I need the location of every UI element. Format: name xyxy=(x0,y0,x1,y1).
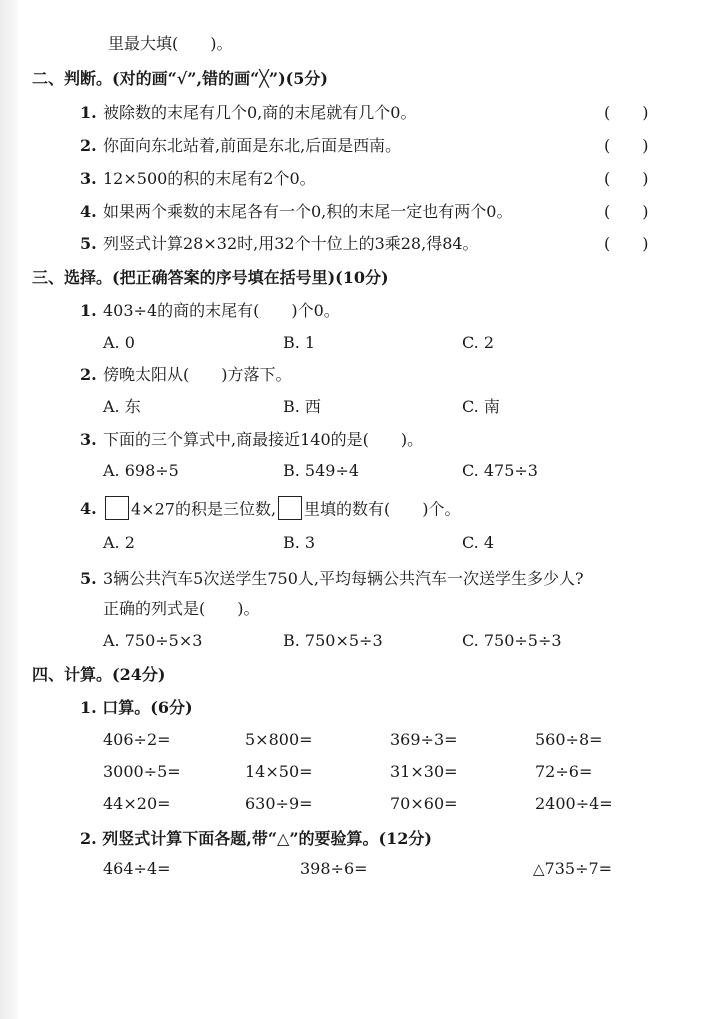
s2-item2-num: 2. xyxy=(80,136,97,155)
s3-q3-option-b[interactable]: B. 549÷4 xyxy=(283,461,360,480)
s3-q2-option-a[interactable]: A. 东 xyxy=(103,397,141,416)
section2-title: 二、判断。(对的画“√”,错的画“╳”)(5分) xyxy=(32,69,328,88)
s3-q4-option-c[interactable]: C. 4 xyxy=(462,533,495,552)
s3-q5-line1: 3辆公共汽车5次送学生750人,平均每辆公共汽车一次送学生多少人? xyxy=(103,569,584,588)
s3-q1-option-c[interactable]: C. 2 xyxy=(462,333,495,352)
s2-item4-answer-paren[interactable]: ( ) xyxy=(604,202,649,221)
s3-q3-option-c[interactable]: C. 475÷3 xyxy=(462,461,538,480)
s4-sub2-title: 2. 列竖式计算下面各题,带“△”的要验算。(12分) xyxy=(80,829,432,848)
oral-calc-item: 14×50= xyxy=(245,762,313,781)
s3-q5-option-a[interactable]: A. 750÷5×3 xyxy=(103,631,203,650)
s3-q2-option-c[interactable]: C. 南 xyxy=(462,397,500,416)
oral-calc-item: 369÷3= xyxy=(390,730,458,749)
s3-q1-option-a[interactable]: A. 0 xyxy=(103,333,135,352)
oral-calc-item: 406÷2= xyxy=(103,730,171,749)
s3-q3-option-a[interactable]: A. 698÷5 xyxy=(103,461,179,480)
s3-q2-option-b[interactable]: B. 西 xyxy=(283,397,321,416)
written-calc-item: 464÷4= xyxy=(103,859,171,878)
oral-calc-item: 2400÷4= xyxy=(535,794,613,813)
s3-q4-text-b: 里填的数有( )个。 xyxy=(304,499,461,519)
s2-item3-answer-paren[interactable]: ( ) xyxy=(604,169,649,188)
section4-title: 四、计算。(24分) xyxy=(32,665,166,684)
s2-item5-text: 列竖式计算28×32时,用32个十位上的3乘28,得84。 xyxy=(103,234,479,253)
s2-item3-text: 12×500的积的末尾有2个0。 xyxy=(103,169,316,188)
triangle-check-icon: △ xyxy=(533,860,545,878)
s3-q1-option-b[interactable]: B. 1 xyxy=(283,333,316,352)
oral-calc-item: 72÷6= xyxy=(535,762,593,781)
oral-calc-item: 560÷8= xyxy=(535,730,603,749)
s2-item3-num: 3. xyxy=(80,169,97,188)
s3-q4-text-a: 4×27的积是三位数, xyxy=(131,499,277,519)
s2-item2-text: 你面向东北站着,前面是东北,后面是西南。 xyxy=(103,136,402,155)
blank-box xyxy=(278,496,302,520)
s3-q5-line2: 正确的列式是( )。 xyxy=(103,599,260,618)
oral-calc-item: 44×20= xyxy=(103,794,171,813)
s3-q4-option-b[interactable]: B. 3 xyxy=(283,533,316,552)
s2-item4-num: 4. xyxy=(80,202,97,221)
oral-calc-item: 630÷9= xyxy=(245,794,313,813)
s2-item2-answer-paren[interactable]: ( ) xyxy=(604,136,649,155)
written-calc-item: 398÷6= xyxy=(300,859,368,878)
s2-item1-text: 被除数的末尾有几个0,商的末尾就有几个0。 xyxy=(103,103,417,122)
s2-item5-num: 5. xyxy=(80,234,97,253)
oral-calc-item: 31×30= xyxy=(390,762,458,781)
s3-q2-text: 傍晚太阳从( )方落下。 xyxy=(103,365,292,384)
s3-q3-num: 3. xyxy=(80,430,97,449)
s3-q1-text: 403÷4的商的末尾有( )个0。 xyxy=(103,301,340,320)
s3-q1-num: 1. xyxy=(80,301,97,320)
s2-item1-num: 1. xyxy=(80,103,97,122)
s2-item5-answer-paren[interactable]: ( ) xyxy=(604,234,649,253)
oral-calc-item: 3000÷5= xyxy=(103,762,181,781)
s3-q4-text xyxy=(103,498,461,522)
blank-box[interactable] xyxy=(105,496,129,520)
s4-sub1-title: 1. 口算。(6分) xyxy=(80,698,193,717)
s3-q5-num: 5. xyxy=(80,569,97,588)
page-edge-shadow xyxy=(0,0,18,1019)
s3-q2-num: 2. xyxy=(80,365,97,384)
s2-item1-answer-paren[interactable]: ( ) xyxy=(604,103,649,122)
oral-calc-item: 70×60= xyxy=(390,794,458,813)
s3-q4-num: 4. xyxy=(80,499,97,518)
oral-calc-item: 5×800= xyxy=(245,730,313,749)
written-calc-check-expr: 735÷7= xyxy=(544,859,613,878)
s3-q3-text: 下面的三个算式中,商最接近140的是( )。 xyxy=(103,430,424,449)
written-calc-check-item xyxy=(533,858,612,880)
s3-q5-option-b[interactable]: B. 750×5÷3 xyxy=(283,631,383,650)
s3-q4-option-a[interactable]: A. 2 xyxy=(103,533,135,552)
section3-title: 三、选择。(把正确答案的序号填在括号里)(10分) xyxy=(32,268,389,287)
top-line: 里最大填( )。 xyxy=(108,34,233,53)
s2-item4-text: 如果两个乘数的末尾各有一个0,积的末尾一定也有两个0。 xyxy=(103,202,513,221)
s3-q5-option-c[interactable]: C. 750÷5÷3 xyxy=(462,631,562,650)
